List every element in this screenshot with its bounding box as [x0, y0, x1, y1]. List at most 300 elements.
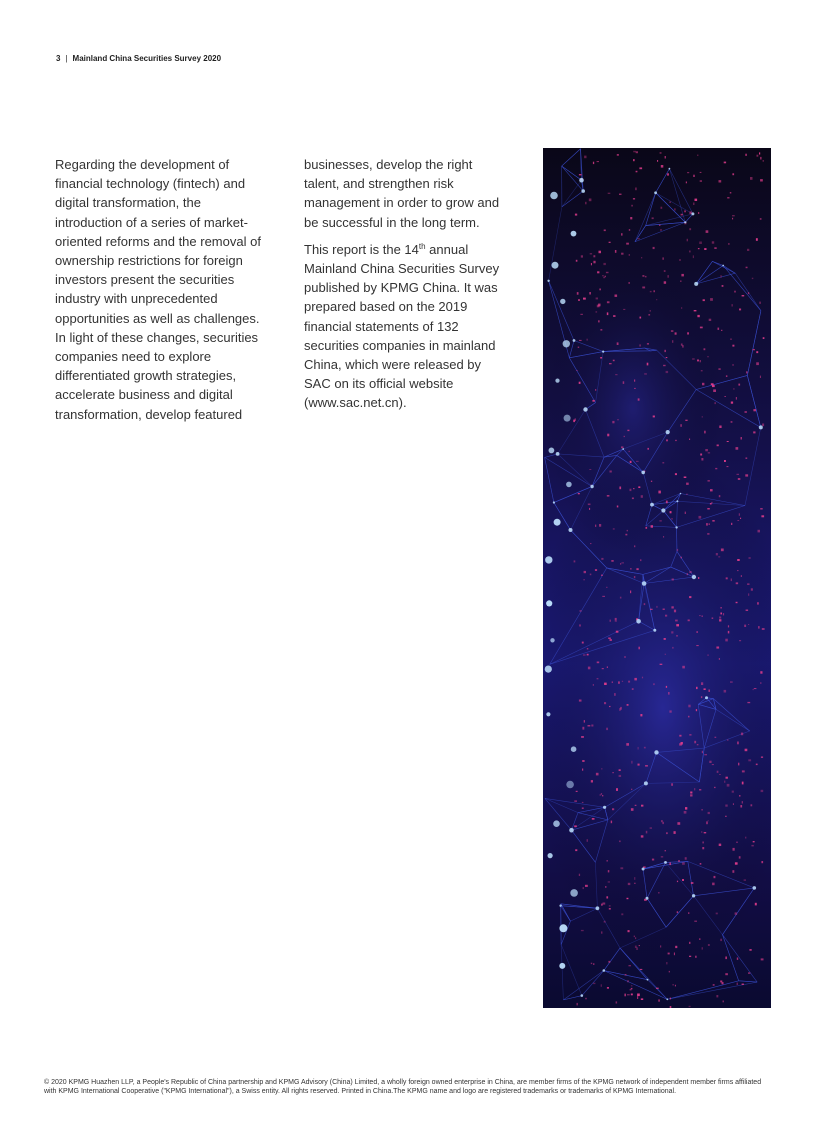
glowing-pixel	[615, 295, 618, 297]
glowing-pixel	[628, 930, 630, 932]
glowing-pixel	[688, 620, 690, 622]
glowing-pixel	[607, 301, 610, 303]
glowing-pixel	[714, 402, 716, 404]
glowing-pixel	[737, 520, 739, 521]
glowing-pixel	[613, 315, 615, 317]
glowing-pixel	[632, 498, 634, 500]
glowing-pixel	[700, 180, 702, 182]
glowing-pixel	[596, 311, 598, 312]
glowing-pixel	[668, 692, 669, 695]
glowing-pixel	[714, 876, 716, 878]
network-node	[642, 581, 647, 586]
glowing-pixel	[675, 440, 677, 441]
glowing-pixel	[687, 239, 688, 242]
glowing-pixel	[739, 795, 740, 797]
glowing-pixel	[611, 560, 613, 562]
glowing-pixel	[626, 243, 629, 245]
glowing-pixel	[752, 278, 754, 279]
glowing-pixel	[689, 596, 691, 598]
glowing-pixel	[634, 545, 635, 547]
page-number: 3	[56, 54, 61, 63]
glowing-pixel	[591, 963, 592, 964]
glowing-pixel	[625, 994, 626, 997]
glowing-pixel	[600, 357, 602, 359]
glowing-pixel	[675, 620, 678, 622]
glowing-pixel	[666, 501, 668, 504]
network-node	[692, 894, 695, 897]
network-node	[694, 282, 698, 286]
glowing-pixel	[750, 177, 753, 180]
glowing-pixel	[724, 460, 726, 462]
glowing-pixel	[744, 880, 746, 881]
glowing-pixel	[616, 1001, 618, 1003]
glowing-pixel	[701, 682, 703, 685]
glowing-pixel	[702, 416, 703, 417]
glowing-pixel	[641, 835, 644, 837]
glowing-pixel	[739, 513, 740, 516]
network-node	[661, 508, 665, 512]
glowing-pixel	[584, 720, 585, 723]
glowing-pixel	[629, 965, 631, 966]
glowing-pixel	[584, 156, 586, 159]
glowing-pixel	[681, 307, 682, 308]
glowing-pixel	[697, 360, 699, 362]
glowing-pixel	[688, 912, 689, 914]
glowing-pixel	[693, 175, 694, 177]
glowing-pixel	[601, 575, 603, 576]
glowing-pixel	[675, 946, 677, 948]
glowing-pixel	[753, 689, 754, 690]
network-node	[556, 452, 560, 456]
glowing-pixel	[615, 374, 617, 375]
glowing-pixel	[749, 557, 751, 559]
glowing-pixel	[650, 310, 651, 311]
glowing-pixel	[705, 449, 708, 451]
glowing-pixel	[760, 508, 763, 509]
glowing-pixel	[731, 402, 733, 404]
glowing-pixel	[582, 808, 584, 809]
glowing-pixel	[599, 524, 601, 527]
glowing-pixel	[660, 664, 663, 665]
glowing-pixel	[737, 570, 738, 571]
network-node	[644, 781, 648, 785]
glowing-pixel	[619, 708, 621, 711]
network-node	[650, 503, 654, 507]
glowing-pixel	[629, 229, 630, 230]
glowing-pixel	[601, 931, 602, 933]
glowing-pixel	[728, 625, 729, 627]
glowing-pixel	[574, 800, 577, 802]
glowing-pixel	[653, 683, 655, 685]
bokeh-light	[566, 781, 574, 789]
glowing-pixel	[760, 179, 763, 181]
glowing-pixel	[739, 309, 741, 311]
glowing-pixel	[631, 789, 632, 790]
bokeh-light	[553, 820, 560, 827]
body-paragraph: Regarding the development of financial technology (fintech) and digital transformation, the introduction of a series of market-oriented reforms and the removal of ownership restrictions for foreign investors present the securities industry with unprecedented opportunities as well as challenges. In light of these changes, securities companies need to explore differentiated growth strategies, accelerate business and digital transformation, develop featured	[55, 157, 261, 422]
glowing-pixel	[677, 911, 678, 913]
glowing-pixel	[738, 384, 740, 386]
glowing-pixel	[759, 152, 760, 154]
network-node	[579, 178, 584, 183]
glowing-pixel	[603, 277, 605, 278]
glowing-pixel	[736, 447, 739, 450]
glowing-pixel	[621, 253, 623, 255]
glowing-pixel	[658, 491, 661, 494]
glowing-pixel	[627, 430, 629, 431]
glowing-pixel	[581, 255, 583, 257]
network-node	[596, 906, 600, 910]
glowing-pixel	[617, 154, 619, 155]
glowing-pixel	[668, 275, 669, 278]
glowing-pixel	[636, 568, 638, 570]
glowing-pixel	[736, 602, 738, 603]
glowing-pixel	[637, 996, 638, 999]
glowing-pixel	[635, 937, 636, 939]
glowing-pixel	[708, 452, 710, 453]
glowing-pixel	[576, 370, 578, 371]
glowing-pixel	[636, 461, 639, 462]
glowing-pixel	[640, 559, 641, 561]
glowing-pixel	[717, 445, 719, 447]
glowing-pixel	[696, 687, 698, 689]
glowing-pixel	[737, 559, 740, 561]
glowing-pixel	[747, 249, 749, 251]
network-node	[642, 868, 645, 871]
glowing-pixel	[607, 987, 609, 989]
glowing-pixel	[670, 862, 671, 865]
glowing-pixel	[721, 330, 722, 331]
glowing-pixel	[712, 241, 714, 243]
glowing-pixel	[736, 842, 737, 843]
network-node	[553, 501, 555, 503]
glowing-pixel	[656, 606, 657, 608]
network-node	[691, 212, 694, 215]
glowing-pixel	[672, 984, 674, 985]
glowing-pixel	[737, 742, 739, 745]
glowing-pixel	[638, 764, 640, 766]
glowing-pixel	[639, 344, 641, 346]
bokeh-light	[570, 889, 578, 897]
glowing-pixel	[757, 602, 759, 604]
glowing-pixel	[593, 162, 594, 164]
glowing-pixel	[698, 248, 700, 249]
glowing-pixel	[591, 725, 593, 727]
glowing-pixel	[578, 299, 580, 301]
network-node	[581, 994, 584, 997]
glowing-pixel	[741, 575, 742, 577]
glowing-pixel	[601, 768, 603, 769]
glowing-pixel	[684, 477, 687, 479]
network-node	[669, 168, 671, 170]
glowing-pixel	[652, 859, 654, 861]
glowing-pixel	[666, 686, 667, 688]
glowing-pixel	[658, 892, 660, 894]
glowing-pixel	[628, 883, 631, 885]
glowing-pixel	[747, 702, 750, 703]
glowing-pixel	[688, 716, 689, 718]
glowing-pixel	[697, 744, 699, 745]
glowing-pixel	[721, 939, 722, 941]
glowing-pixel	[689, 956, 691, 957]
glowing-pixel	[675, 332, 677, 334]
glowing-pixel	[620, 597, 622, 599]
glowing-pixel	[741, 733, 743, 736]
glowing-pixel	[712, 883, 715, 886]
glowing-pixel	[712, 385, 715, 387]
bokeh-light	[546, 712, 550, 716]
network-node	[753, 886, 757, 890]
network-node	[569, 528, 573, 532]
glowing-pixel	[593, 684, 594, 685]
glowing-pixel	[756, 362, 759, 365]
network-art	[543, 148, 771, 1008]
glowing-pixel	[619, 775, 622, 777]
glowing-pixel	[617, 342, 619, 345]
glowing-pixel	[706, 230, 709, 233]
network-node	[666, 430, 670, 434]
glowing-pixel	[709, 319, 712, 321]
glowing-pixel	[638, 486, 640, 488]
glowing-pixel	[575, 418, 576, 421]
glowing-pixel	[711, 383, 714, 385]
glowing-pixel	[697, 315, 699, 317]
glowing-pixel	[753, 409, 756, 411]
glowing-pixel	[751, 588, 753, 590]
glowing-pixel	[604, 230, 606, 232]
glowing-pixel	[627, 994, 630, 995]
glowing-pixel	[577, 1003, 578, 1006]
copyright-footer: © 2020 KPMG Huazhen LLP, a People's Republic of China partnership and KPMG Advisory (China) Limited, a wholly foreign owned enterprise in China, are member firms of the KPMG network of independent member firms affiliated with KPMG International Cooperative ("KPMG International"), a Swiss entity. All rights reserved. Printed in China.The KPMG name and logo are registered trademarks or trademarks of KPMG International.	[44, 1079, 762, 1095]
glowing-pixel	[685, 420, 687, 421]
glowing-pixel	[760, 157, 761, 160]
glowing-pixel	[593, 963, 594, 965]
glowing-pixel	[628, 681, 630, 683]
bokeh-light	[566, 482, 572, 488]
glowing-pixel	[661, 165, 664, 168]
glowing-pixel	[696, 645, 698, 646]
glowing-pixel	[700, 360, 701, 362]
glowing-pixel	[579, 382, 581, 384]
glowing-pixel	[704, 832, 707, 833]
glowing-pixel	[627, 704, 629, 706]
glowing-pixel	[718, 368, 720, 370]
glowing-pixel	[715, 468, 717, 469]
glowing-pixel	[724, 690, 727, 693]
glowing-pixel	[748, 972, 750, 973]
glowing-pixel	[699, 789, 701, 790]
glowing-pixel	[665, 156, 666, 159]
glowing-pixel	[579, 874, 580, 876]
glowing-pixel	[694, 921, 697, 922]
network-node	[647, 979, 649, 981]
bokeh-light	[554, 519, 561, 526]
glowing-pixel	[721, 549, 724, 552]
glowing-pixel	[665, 654, 666, 655]
glowing-pixel	[576, 260, 578, 262]
glowing-pixel	[669, 710, 671, 712]
glowing-pixel	[634, 380, 635, 382]
glowing-pixel	[650, 291, 652, 292]
glowing-pixel	[620, 867, 623, 869]
network-node	[653, 629, 656, 632]
glowing-pixel	[725, 639, 728, 642]
glowing-pixel	[601, 984, 602, 987]
glowing-pixel	[602, 668, 604, 669]
glowing-pixel	[661, 856, 663, 857]
glowing-pixel	[596, 773, 599, 776]
glowing-pixel	[579, 340, 582, 341]
glowing-pixel	[718, 556, 720, 557]
glowing-pixel	[620, 563, 621, 564]
glowing-pixel	[601, 904, 602, 906]
glowing-pixel	[732, 173, 734, 175]
glowing-pixel	[741, 437, 742, 440]
glowing-pixel	[587, 648, 589, 649]
glowing-pixel	[700, 172, 702, 173]
glowing-pixel	[756, 764, 758, 766]
glowing-pixel	[647, 448, 649, 450]
network-node	[603, 969, 606, 972]
glowing-pixel	[697, 155, 698, 156]
glowing-pixel	[625, 656, 626, 657]
network-node	[675, 526, 677, 528]
glowing-pixel	[593, 983, 595, 984]
glowing-pixel	[639, 167, 642, 169]
glowing-pixel	[758, 626, 760, 629]
glowing-pixel	[742, 782, 744, 785]
glowing-pixel	[737, 983, 738, 985]
glowing-pixel	[719, 619, 721, 621]
glowing-pixel	[681, 557, 682, 559]
glowing-pixel	[633, 488, 634, 489]
glowing-pixel	[728, 243, 730, 244]
glowing-pixel	[670, 511, 672, 513]
glowing-pixel	[635, 946, 637, 948]
glowing-pixel	[736, 582, 738, 584]
glowing-pixel	[722, 982, 724, 984]
glowing-pixel	[608, 961, 610, 963]
bokeh-light	[549, 448, 555, 454]
glowing-pixel	[760, 671, 762, 674]
glowing-pixel	[579, 624, 580, 626]
glowing-pixel	[654, 290, 655, 292]
glowing-pixel	[587, 654, 589, 656]
glowing-pixel	[664, 638, 666, 640]
glowing-pixel	[645, 276, 647, 278]
glowing-pixel	[727, 441, 729, 442]
glowing-pixel	[630, 461, 632, 463]
network-node	[664, 861, 667, 864]
glowing-pixel	[626, 743, 629, 746]
glowing-pixel	[579, 174, 582, 175]
glowing-pixel	[747, 583, 749, 585]
glowing-pixel	[637, 994, 640, 997]
glowing-pixel	[630, 591, 631, 594]
glowing-pixel	[607, 434, 609, 437]
glowing-pixel	[601, 558, 603, 560]
glowing-pixel	[693, 255, 694, 258]
glowing-pixel	[583, 298, 586, 300]
glowing-pixel	[689, 1006, 691, 1007]
glowing-pixel	[575, 849, 577, 851]
glowing-pixel	[690, 794, 692, 796]
glowing-pixel	[645, 765, 648, 766]
glowing-pixel	[596, 298, 598, 300]
glowing-pixel	[636, 171, 638, 173]
glowing-pixel	[616, 788, 618, 791]
glowing-pixel	[619, 487, 621, 490]
glowing-pixel	[732, 870, 734, 873]
glowing-pixel	[610, 620, 611, 622]
glowing-pixel	[722, 285, 724, 287]
glowing-pixel	[725, 396, 726, 397]
network-node	[646, 897, 649, 900]
glowing-pixel	[653, 416, 655, 418]
glowing-pixel	[681, 214, 683, 216]
glowing-pixel	[756, 351, 758, 353]
glowing-pixel	[674, 208, 675, 210]
glowing-pixel	[622, 681, 623, 682]
glowing-pixel	[624, 436, 625, 437]
glowing-pixel	[737, 958, 738, 960]
glowing-pixel	[749, 949, 751, 951]
glowing-pixel	[719, 426, 721, 429]
glowing-pixel	[609, 242, 611, 243]
glowing-pixel	[582, 760, 584, 762]
glowing-pixel	[640, 317, 642, 319]
glowing-pixel	[608, 881, 610, 882]
network-illustration	[543, 148, 771, 1008]
glowing-pixel	[684, 811, 687, 814]
glowing-pixel	[761, 861, 763, 863]
glowing-pixel	[627, 530, 628, 531]
glowing-pixel	[699, 516, 702, 519]
glowing-pixel	[746, 610, 749, 612]
glowing-pixel	[757, 155, 759, 157]
glowing-pixel	[625, 974, 627, 975]
glowing-pixel	[631, 761, 632, 764]
glowing-pixel	[676, 624, 679, 626]
glowing-pixel	[653, 247, 655, 249]
glowing-pixel	[585, 885, 588, 887]
glowing-pixel	[664, 270, 666, 272]
glowing-pixel	[668, 953, 670, 955]
glowing-pixel	[665, 850, 666, 851]
glowing-pixel	[586, 998, 587, 1000]
glowing-pixel	[736, 397, 737, 400]
glowing-pixel	[719, 658, 720, 660]
glowing-pixel	[694, 741, 696, 744]
glowing-pixel	[583, 887, 585, 889]
network-node	[676, 500, 678, 502]
glowing-pixel	[679, 735, 681, 737]
glowing-pixel	[629, 451, 630, 452]
glowing-pixel	[642, 275, 644, 276]
glowing-pixel	[756, 238, 758, 241]
glowing-pixel	[583, 654, 586, 655]
bokeh-light	[559, 924, 567, 932]
glowing-pixel	[732, 791, 734, 793]
glowing-pixel	[589, 508, 590, 510]
glowing-pixel	[666, 962, 667, 964]
glowing-pixel	[734, 291, 736, 293]
glowing-pixel	[748, 759, 751, 761]
glowing-pixel	[648, 314, 650, 315]
glowing-pixel	[658, 999, 659, 1001]
glowing-pixel	[640, 714, 642, 716]
glowing-pixel	[761, 515, 764, 517]
